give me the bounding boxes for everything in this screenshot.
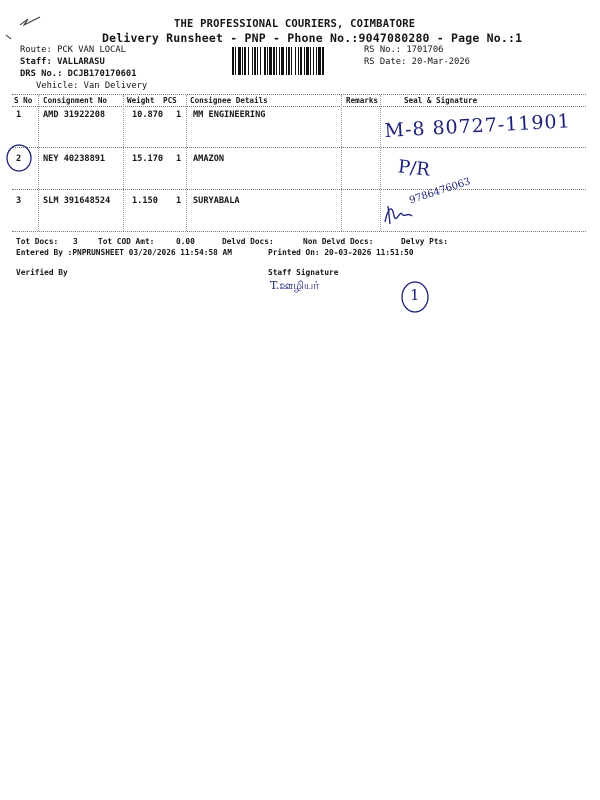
stray-ink-mark — [2, 15, 42, 45]
row-weight: 1.150 — [132, 196, 158, 206]
table-top-rule — [12, 94, 586, 95]
row-pcs: 1 — [176, 110, 182, 120]
row2-handwritten-note: P/R — [396, 156, 431, 181]
row-pcs: 1 — [176, 196, 182, 206]
col-header-remarks: Remarks — [346, 96, 379, 105]
row-sno: 2 — [16, 154, 22, 164]
vehicle-label: Vehicle: Van Delivery — [36, 81, 148, 91]
col-header-consignment: Consignment No — [43, 96, 108, 105]
col-divider — [380, 95, 381, 231]
corner-handwritten-number: 1 — [410, 286, 420, 304]
col-header-pcs: PCS — [163, 96, 177, 105]
row-weight: 15.170 — [132, 154, 164, 164]
row-consignee: MM ENGINEERING — [193, 110, 266, 120]
staff-handwritten-signature: T.ஊழியர் — [270, 279, 320, 292]
row-rule — [12, 189, 586, 190]
barcode — [232, 47, 360, 75]
col-divider — [38, 95, 39, 231]
row-sno: 3 — [16, 196, 22, 206]
row3-handwritten-note: 9786476063 — [408, 176, 472, 207]
row-rule — [12, 147, 586, 148]
printed-on: Printed On: 20-03-2026 11:51:50 — [268, 248, 414, 257]
col-divider — [123, 95, 124, 231]
delvd-docs-label: Delvd Docs: — [222, 237, 274, 246]
tot-docs-value: 3 — [73, 237, 78, 246]
col-divider — [186, 95, 187, 231]
row-consignee: AMAZON — [193, 154, 225, 164]
row-consignee: SURYABALA — [193, 196, 240, 206]
col-header-sno: S No — [14, 96, 33, 105]
runsheet-title: Delivery Runsheet - PNP - Phone No.:9047080280 - Page No.:1 — [102, 31, 523, 45]
col-header-weight: Weight — [127, 96, 155, 105]
non-delvd-docs-label: Non Delvd Docs: — [303, 237, 374, 246]
row-consignment: AMD 31922208 — [43, 110, 106, 120]
verified-by-label: Verified By — [16, 268, 68, 277]
col-divider — [341, 95, 342, 231]
row1-handwritten-note: M-8 80727-11901 — [384, 110, 572, 142]
row-sno: 1 — [16, 110, 22, 120]
col-header-seal: Seal & Signature — [404, 96, 478, 105]
col-header-consignee: Consignee Details — [190, 96, 268, 105]
route-label: Route: PCK VAN LOCAL — [20, 45, 126, 55]
company-name: THE PROFESSIONAL COURIERS, COIMBATORE — [174, 18, 416, 30]
row-consignment: NEY 40238891 — [43, 154, 106, 164]
entered-by: Entered By :PNPRUNSHEET 03/20/2026 11:54:58 AM — [16, 248, 232, 257]
row-consignment: SLM 391648524 — [43, 196, 111, 206]
row-pcs: 1 — [176, 154, 182, 164]
table-bottom-rule — [12, 231, 586, 232]
table-header-rule — [12, 106, 586, 107]
staff-signature-label: Staff Signature — [268, 268, 339, 277]
tot-cod-value: 0.00 — [176, 237, 195, 246]
ink-circle-row2 — [4, 142, 36, 174]
delvy-pts-label: Delvy Pts: — [401, 237, 448, 246]
tot-cod-label: Tot COD Amt: — [98, 237, 155, 246]
rs-number: RS No.: 1701706 — [364, 45, 444, 55]
row-weight: 10.870 — [132, 110, 164, 120]
staff-label: Staff: VALLARASU — [20, 57, 105, 67]
drs-number: DRS No.: DCJB170170601 — [20, 69, 137, 79]
rs-date: RS Date: 20-Mar-2026 — [364, 57, 470, 67]
tot-docs-label: Tot Docs: — [16, 237, 59, 246]
